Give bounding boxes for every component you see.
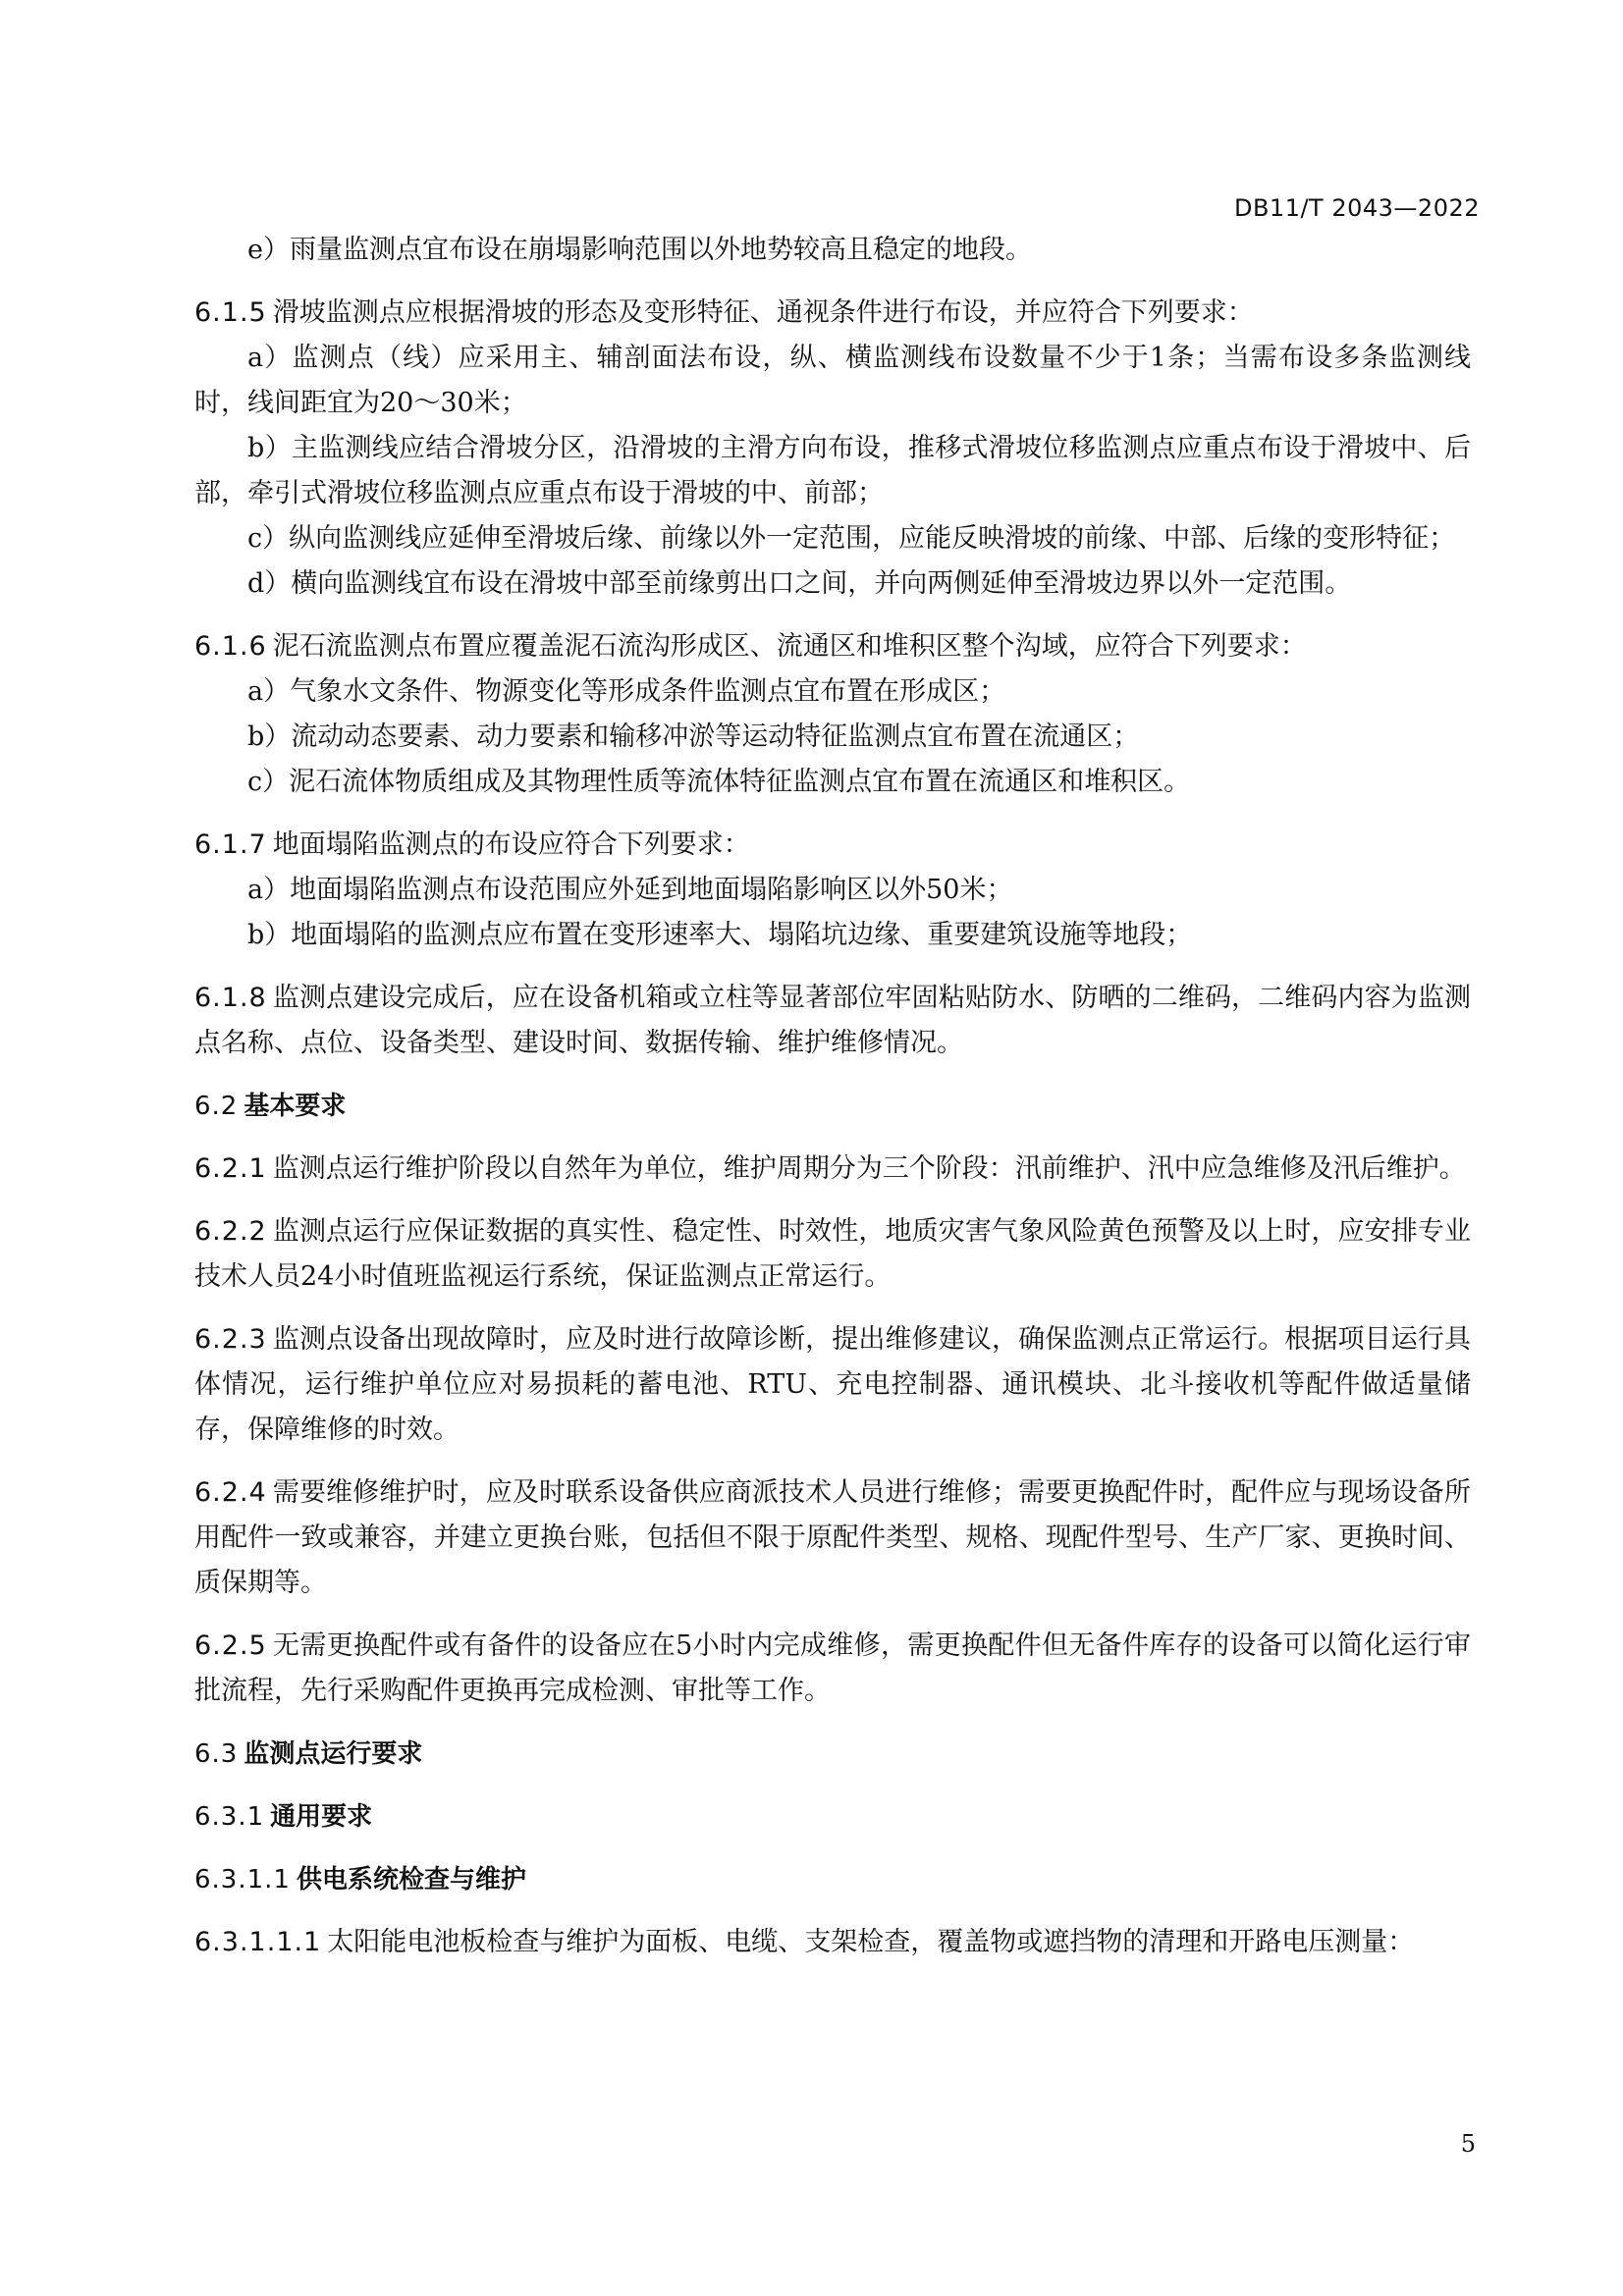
section-number: 6.2 bbox=[194, 1092, 239, 1121]
clause-6-2-4: 6.2.4 需要维修维护时，应及时联系设备供应商派技术人员进行维修；需要更换配件时，配件应与现场设备所用配件一致或兼容，并建立更换台账，包括但不限于原配件类型、规格、现配件型号、生产厂家、更换时间、质保期等。 bbox=[194, 1477, 1471, 1598]
list-item: b）流动动态要素、动力要素和输移冲淤等运动特征监测点宜布置在流通区； bbox=[247, 721, 1140, 752]
clause-6-2-3: 6.2.3 监测点设备出现故障时，应及时进行故障诊断，提出维修建议，确保监测点正常运行。根据项目运行具体情况，运行维护单位应对易损耗的蓄电池、RTU、充电控制器、通讯模块、北斗接收机等配件做适量储存，保障维修的时效。 bbox=[194, 1324, 1471, 1445]
clause-number: 6.1.7 bbox=[194, 829, 267, 860]
list-item: b）地面塌陷的监测点应布置在变形速率大、塌陷坑边缘、重要建筑设施等地段； bbox=[247, 920, 1193, 950]
clause-6-2-5: 6.2.5 无需更换配件或有备件的设备应在5小时内完成维修，需更换配件但无备件库存的设备可以简化运行审批流程，先行采购配件更换再完成检测、审批等工作。 bbox=[194, 1630, 1471, 1706]
section-heading-6-2: 6.2 基本要求 bbox=[194, 1092, 347, 1121]
clause-number: 6.1.8 bbox=[194, 983, 267, 1013]
clause-number: 6.2.2 bbox=[194, 1216, 267, 1247]
list-item: a）监测点（线）应采用主、辅剖面法布设，纵、横监测线布设数量不少于1条；当需布设多条监测线时，线间距宜为20～30米； bbox=[194, 343, 1471, 418]
section-number: 6.3.1.1 bbox=[194, 1865, 291, 1895]
section-number: 6.3.1 bbox=[194, 1802, 265, 1832]
clause-number: 6.1.6 bbox=[194, 631, 267, 662]
clause-6-3-1-1-1: 6.3.1.1.1 太阳能电池板检查与维护为面板、电缆、支架检查，覆盖物或遮挡物的清理和开路电压测量： bbox=[194, 1927, 1415, 1957]
clause-6-2-1: 6.2.1 监测点运行维护阶段以自然年为单位，维护周期分为三个阶段：汛前维护、汛中应急维修及汛后维护。 bbox=[194, 1153, 1466, 1184]
list-item: b）主监测线应结合滑坡分区，沿滑坡的主滑方向布设，推移式滑坡位移监测点应重点布设于滑坡中、后部，牵引式滑坡位移监测点应重点布设于滑坡的中、前部； bbox=[194, 433, 1471, 508]
clause-number: 6.2.3 bbox=[194, 1324, 267, 1355]
clause-number: 6.3.1.1.1 bbox=[194, 1927, 322, 1957]
section-number: 6.3 bbox=[194, 1739, 239, 1769]
page-number: 5 bbox=[1460, 2130, 1476, 2158]
clause-6-2-2: 6.2.2 监测点运行应保证数据的真实性、稳定性、时效性，地质灾害气象风险黄色预警及以上时，应安排专业技术人员24小时值班监视运行系统，保证监测点正常运行。 bbox=[194, 1216, 1471, 1292]
clause-number: 6.2.4 bbox=[194, 1477, 267, 1508]
list-item: a）地面塌陷监测点布设范围应外延到地面塌陷影响区以外50米； bbox=[247, 875, 1013, 905]
list-item: c）泥石流体物质组成及其物理性质等流体特征监测点宜布置在流通区和堆积区。 bbox=[247, 767, 1191, 797]
clause-6-1-5: 6.1.5 滑坡监测点应根据滑坡的形态及变形特征、通视条件进行布设，并应符合下列要求： bbox=[194, 297, 1254, 328]
document-code: DB11/T 2043—2022 bbox=[1233, 194, 1480, 222]
list-item: c）纵向监测线应延伸至滑坡后缘、前缘以外一定范围，应能反映滑坡的前缘、中部、后缘的变形特征； bbox=[247, 523, 1456, 554]
clause-6-1-7: 6.1.7 地面塌陷监测点的布设应符合下列要求： bbox=[194, 829, 750, 860]
list-item: e）雨量监测点宜布设在崩塌影响范围以外地势较高且稳定的地段。 bbox=[247, 235, 1032, 265]
clause-number: 6.2.1 bbox=[194, 1153, 267, 1184]
section-heading-6-3: 6.3 监测点运行要求 bbox=[194, 1739, 423, 1769]
clause-number: 6.1.5 bbox=[194, 297, 267, 328]
section-heading-6-3-1-1: 6.3.1.1 供电系统检查与维护 bbox=[194, 1865, 526, 1895]
list-item: d）横向监测线宜布设在滑坡中部至前缘剪出口之间，并向两侧延伸至滑坡边界以外一定范围。 bbox=[247, 568, 1352, 599]
list-item: a）气象水文条件、物源变化等形成条件监测点宜布置在形成区； bbox=[247, 676, 1006, 707]
clause-number: 6.2.5 bbox=[194, 1630, 267, 1661]
document-body bbox=[194, 228, 1471, 1965]
clause-6-1-6: 6.1.6 泥石流监测点布置应覆盖泥石流沟形成区、流通区和堆积区整个沟域，应符合下列要求： bbox=[194, 631, 1307, 662]
section-heading-6-3-1: 6.3.1 通用要求 bbox=[194, 1802, 373, 1832]
clause-6-1-8: 6.1.8 监测点建设完成后，应在设备机箱或立柱等显著部位牢固粘贴防水、防晒的二维码，二维码内容为监测点名称、点位、设备类型、建设时间、数据传输、维护维修情况。 bbox=[194, 983, 1471, 1058]
